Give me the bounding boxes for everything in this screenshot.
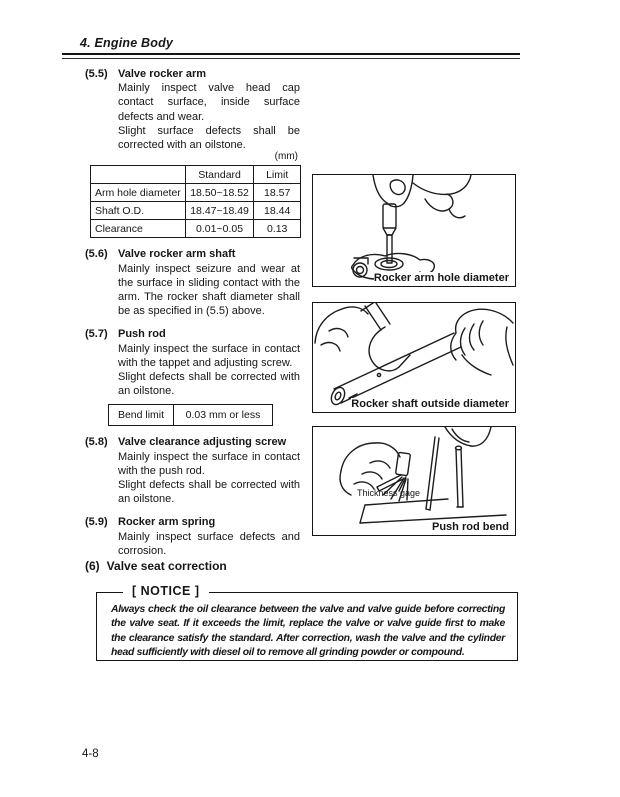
header-cell-limit: Limit bbox=[254, 166, 301, 184]
section-title: Valve rocker arm shaft bbox=[118, 248, 236, 261]
figure-caption: Rocker shaft outside diameter bbox=[351, 398, 509, 410]
section-heading bbox=[85, 515, 301, 529]
section-title: Push rod bbox=[118, 328, 166, 341]
page-header-title: 4. Engine Body bbox=[80, 36, 174, 50]
row-limit: 0.13 bbox=[254, 220, 301, 238]
header-cell-blank bbox=[91, 166, 186, 184]
table-row bbox=[109, 405, 273, 426]
table-header-row bbox=[91, 166, 301, 184]
section-number: (5.9) bbox=[85, 516, 108, 529]
section-title: Rocker arm spring bbox=[118, 516, 216, 529]
section-heading bbox=[85, 435, 301, 449]
section-paragraph: Mainly inspect the surface in contact with the push rod. bbox=[118, 450, 300, 477]
section-title: Valve rocker arm bbox=[118, 68, 207, 80]
figure-rocker-arm-hole-diameter bbox=[312, 174, 516, 287]
notice-label: [ NOTICE ] bbox=[123, 584, 209, 598]
section-paragraph: Slight defects shall be corrected with an oilstone. bbox=[118, 479, 300, 506]
notice-box bbox=[96, 584, 518, 661]
section-title: Valve seat correction bbox=[106, 559, 227, 573]
bend-limit-label: Bend limit bbox=[109, 405, 174, 426]
thickness-gage-illustration bbox=[313, 427, 515, 535]
row-limit: 18.44 bbox=[254, 202, 301, 220]
section-paragraph: Mainly inspect seizure and wear at the surface in sliding contact with the arm. The rocker shaft diameter shall be as specified in (5.5) above. bbox=[118, 262, 300, 318]
section-number: (5.5) bbox=[85, 68, 108, 80]
text-column bbox=[85, 64, 301, 558]
section-number: (5.6) bbox=[85, 248, 108, 261]
section-heading bbox=[85, 327, 301, 341]
section-6-heading bbox=[85, 559, 227, 573]
section-title: Valve clearance adjusting screw bbox=[118, 436, 287, 449]
section-5-5 bbox=[85, 67, 301, 152]
page-number: 4-8 bbox=[82, 748, 99, 760]
section-paragraph: Mainly inspect surface defects and corrosion. bbox=[118, 530, 300, 557]
thickness-gage-label: Thickness gage bbox=[357, 488, 421, 498]
section-5-6 bbox=[85, 247, 301, 318]
push-rod-bend-limit-table bbox=[108, 404, 273, 426]
rocker-arm-gauge-illustration bbox=[313, 175, 515, 286]
notice-text: Always check the oil clearance between the valve and valve guide before correcting the valve seat. If it exceeds the limit, replace the valve or valve guide first to make the clearance satisfy the standard. After correction, wash the valve and the cylinder head sufficiently with diesel oil to remove all grinding powder or compound. bbox=[111, 604, 505, 658]
section-5-8 bbox=[85, 435, 301, 506]
header-rule bbox=[62, 53, 520, 59]
figure-rocker-shaft-outside-diameter bbox=[312, 302, 516, 413]
figure-push-rod-bend bbox=[312, 426, 516, 536]
section-paragraph: Mainly inspect valve head cap contact surface, inside surface defects and wear. bbox=[118, 82, 300, 123]
table-row bbox=[91, 220, 301, 238]
section-heading bbox=[85, 247, 301, 261]
section-number: (5.8) bbox=[85, 436, 108, 449]
row-standard: 18.47~18.49 bbox=[185, 202, 254, 220]
header-cell-standard: Standard bbox=[185, 166, 254, 184]
section-5-7 bbox=[85, 327, 301, 398]
section-number: (6) bbox=[85, 559, 100, 573]
figure-caption: Push rod bend bbox=[432, 521, 509, 533]
row-label: Clearance bbox=[91, 220, 186, 238]
row-limit: 18.57 bbox=[254, 184, 301, 202]
row-label: Shaft O.D. bbox=[91, 202, 186, 220]
table-row bbox=[91, 202, 301, 220]
table-row bbox=[91, 184, 301, 202]
row-standard: 0.01~0.05 bbox=[185, 220, 254, 238]
section-paragraph: Slight surface defects shall be corrected with an oilstone. bbox=[118, 124, 300, 152]
section-number: (5.7) bbox=[85, 328, 108, 341]
micrometer-shaft-illustration bbox=[313, 303, 515, 412]
section-heading bbox=[85, 67, 301, 81]
section-5-9 bbox=[85, 515, 301, 558]
bend-limit-value: 0.03 mm or less bbox=[174, 405, 273, 426]
section-paragraph: Slight defects shall be corrected with an oilstone. bbox=[118, 371, 300, 398]
table-unit-label: (mm) bbox=[274, 151, 298, 163]
row-standard: 18.50~18.52 bbox=[185, 184, 254, 202]
section-paragraph: Mainly inspect the surface in contact with the tappet and adjusting screw. bbox=[118, 342, 300, 369]
row-label: Arm hole diameter bbox=[91, 184, 186, 202]
figure-caption: Rocker arm hole diameter bbox=[373, 272, 509, 284]
rocker-arm-spec-table bbox=[90, 165, 301, 238]
